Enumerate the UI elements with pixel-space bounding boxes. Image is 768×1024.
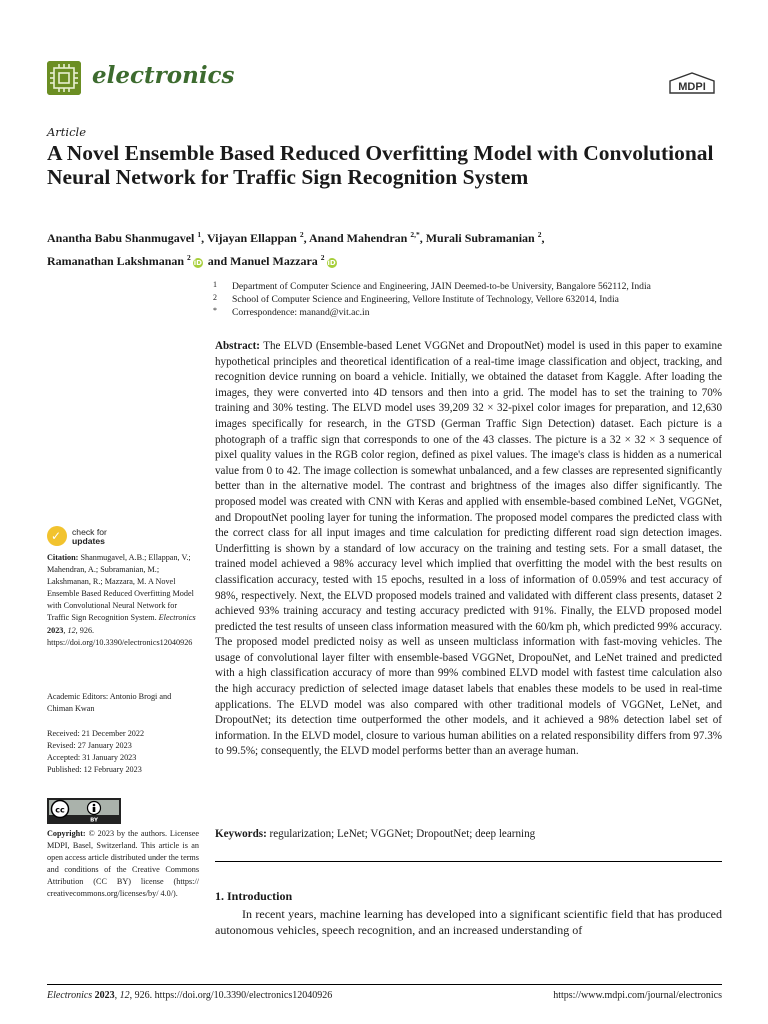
affiliation-item: 2 School of Computer Science and Engineering, Vellore Institute of Technology, Vellore 632014, India bbox=[213, 293, 619, 305]
footer-citation: Electronics 2023, 12, 926. https://doi.org/10.3390/electronics12040926 bbox=[47, 990, 333, 1001]
mdpi-badge-icon bbox=[666, 71, 718, 97]
article-type: Article bbox=[47, 125, 87, 139]
cc-by-license-icon[interactable] bbox=[47, 798, 121, 824]
journal-logo bbox=[47, 61, 81, 95]
affiliation-item: 1 Department of Computer Science and Engineering, JAIN Deemed-to-be University, Bangalore 562112, India bbox=[213, 280, 651, 292]
check-updates-icon: ✓ bbox=[47, 526, 67, 546]
author-name: Ramanathan Lakshmanan bbox=[47, 254, 185, 268]
keywords-text: regularization; LeNet; VGGNet; DropoutNet; deep learning bbox=[269, 828, 536, 840]
check-for-updates-button[interactable]: ✓ check for updates bbox=[47, 526, 187, 548]
journal-name: electronics bbox=[92, 62, 235, 89]
academic-editors: Academic Editors: Antonio Brogi and Chiman Kwan bbox=[47, 692, 172, 714]
citation-block: Citation: Shanmugavel, A.B.; Ellappan, V.; Mahendran, A.; Subramanian, M.; Lakshmanan, R.; Mazzara, M. A Novel Ensemble Based Reduced Overfitting Model with Convolutional Neural Network for Traffic Sign Recognition System. Electronics 2023, 12, 926. https://doi.org/10.3390/electronics12040926 bbox=[47, 553, 196, 647]
svg-text:BY: BY bbox=[90, 817, 98, 823]
mdpi-logo bbox=[666, 71, 718, 97]
section-title: 1. Introduction bbox=[215, 889, 293, 903]
circuit-logo-icon bbox=[47, 61, 81, 95]
abstract-label: Abstract: bbox=[215, 340, 260, 352]
orcid-icon[interactable]: iD bbox=[193, 259, 202, 267]
correspondence: * Correspondence: manand@vit.ac.in bbox=[213, 306, 370, 318]
article-title: A Novel Ensemble Based Reduced Overfitting Model with Convolutional Neural Network for Traffic Sign Recognition System bbox=[47, 141, 714, 189]
svg-text:cc: cc bbox=[55, 805, 65, 815]
abstract bbox=[215, 339, 722, 760]
footer-doi-link[interactable]: , 926. https://doi.org/10.3390/electronics12040926 bbox=[129, 990, 333, 1001]
author-list: Anantha Babu Shanmugavel $^1$, Vijayan Ellappan $^2$, Anand Mahendran $^{2,*}$, Murali Subramanian $^2$, Ramanathan Lakshmanan $^2$iD and Manuel Mazzara $^2$iD bbox=[47, 230, 545, 268]
orcid-icon[interactable]: iD bbox=[327, 259, 336, 267]
affiliations bbox=[213, 280, 733, 319]
publisher-name: MDPI bbox=[678, 81, 706, 93]
author-name: Manuel Mazzara bbox=[230, 254, 318, 268]
abstract-text: The ELVD (Ensemble-based Lenet VGGNet and DropoutNet) model is used in this paper to examine hypothetical principles and theoretical identification of a real-time image classification and object, tracking, and recognition device running on board a vehicle. Initially, we obtained the dataset from Kaggle. After loading the images, they were converted into 4D tensors and then into a grid. The model has to set the training to 70% training and 30% testing. The ELVD model uses 39,209 32 × 32-pixel color images for preparation, and 12,630 images specifically for research, in the GTSD (German Traffic Sign Detection) dataset. Each picture is a photograph of a traffic sign that corresponds to one of the 43 classes. The picture is a 32 × 32 × 3 sequence of pixel quality values in the RGB color region, defined as pixel values. The image's class is hidden as a numerical value from 0 to 42. The image collection is somewhat unbalanced, and a few classes are represented significantly better than in the alternative model. The contrast and brightness of the images also differ significantly. The proposed model was created with CNN with Keras and applied with ensemble-based combined LeNet, VGGNet, and DropoutNet pooling layer for tuning the information. The proposed model compares the predicted class with the correct class for all input images and time calculation for predicting different road sign detection images. Underfitting is shown by a standard of low accuracy on the training and testing sets. For a small dataset, the trained model achieved a 98% accuracy level which implied that overfitting the model with the best results on classification accuracy, tested with 15 epochs, resulted in a loss of information of 0.059% and test accuracy of 98%, respectively. Next, the ELVD proposed models trained and validated with different class presents, dataset 2 achieved 93% training accuracy and testing accuracy predicted with 91%. Finally, the ELVD proposed model predicted the test results of unseen class information measured with the 60/km ph, which predicted 99% accuracy. The proposed model predicted noisy as well as unseen multiclass information with fast-moving vehicles. The usage of convolutional layer filter with ensemble-based VGGNet, DropouNet, and LeNet trained and predicted with a high classification accuracy of more than 99% combined ELVD model with fastest time calculation also the high accuracy prediction of selected image dataset labels that enables these models to be used in real-time applications. The ELVD model was also compared with other traditional models of VGGNet, LeNet, and DropoutNet; its detection time outperformed the other models, and it achieved a 98% detection label set of information. In the ELVD model, closure to various human abilities on a related responsibility differs from 97.3% to 99.5%; consequently, the ELVD model performs better than an average human. bbox=[215, 340, 722, 758]
author-name: Anand Mahendran bbox=[308, 231, 408, 245]
citation-doi-link[interactable]: , 926. https://doi.org/10.3390/electronics12040926 bbox=[47, 625, 193, 647]
author-name: Murali Subramanian bbox=[425, 231, 535, 245]
keywords-label: Keywords: bbox=[215, 828, 267, 840]
keywords bbox=[215, 828, 722, 840]
footer-divider bbox=[47, 984, 722, 985]
footer-journal-url[interactable]: https://www.mdpi.com/journal/electronics bbox=[553, 990, 722, 1001]
copyright-notice: Copyright: © 2023 by the authors. Licensee MDPI, Basel, Switzerland. This article is an open access article distributed under the terms and conditions of the Creative Commons Attribution (CC BY) license (https:// creativecommons.org/licenses/by/ 4.0/). bbox=[47, 829, 200, 899]
author-name: Vijayan Ellappan bbox=[206, 231, 297, 245]
publication-dates: Received: 21 December 2022 Revised: 27 January 2023 Accepted: 31 January 2023 Published: 12 February 2023 bbox=[47, 729, 145, 775]
author-name: Anantha Babu Shanmugavel bbox=[47, 231, 195, 245]
section-divider bbox=[215, 861, 722, 862]
intro-paragraph: In recent years, machine learning has developed into a significant scientific field that has produced autonomous vehicles, speech recognition, and an increased understanding of bbox=[215, 907, 722, 937]
